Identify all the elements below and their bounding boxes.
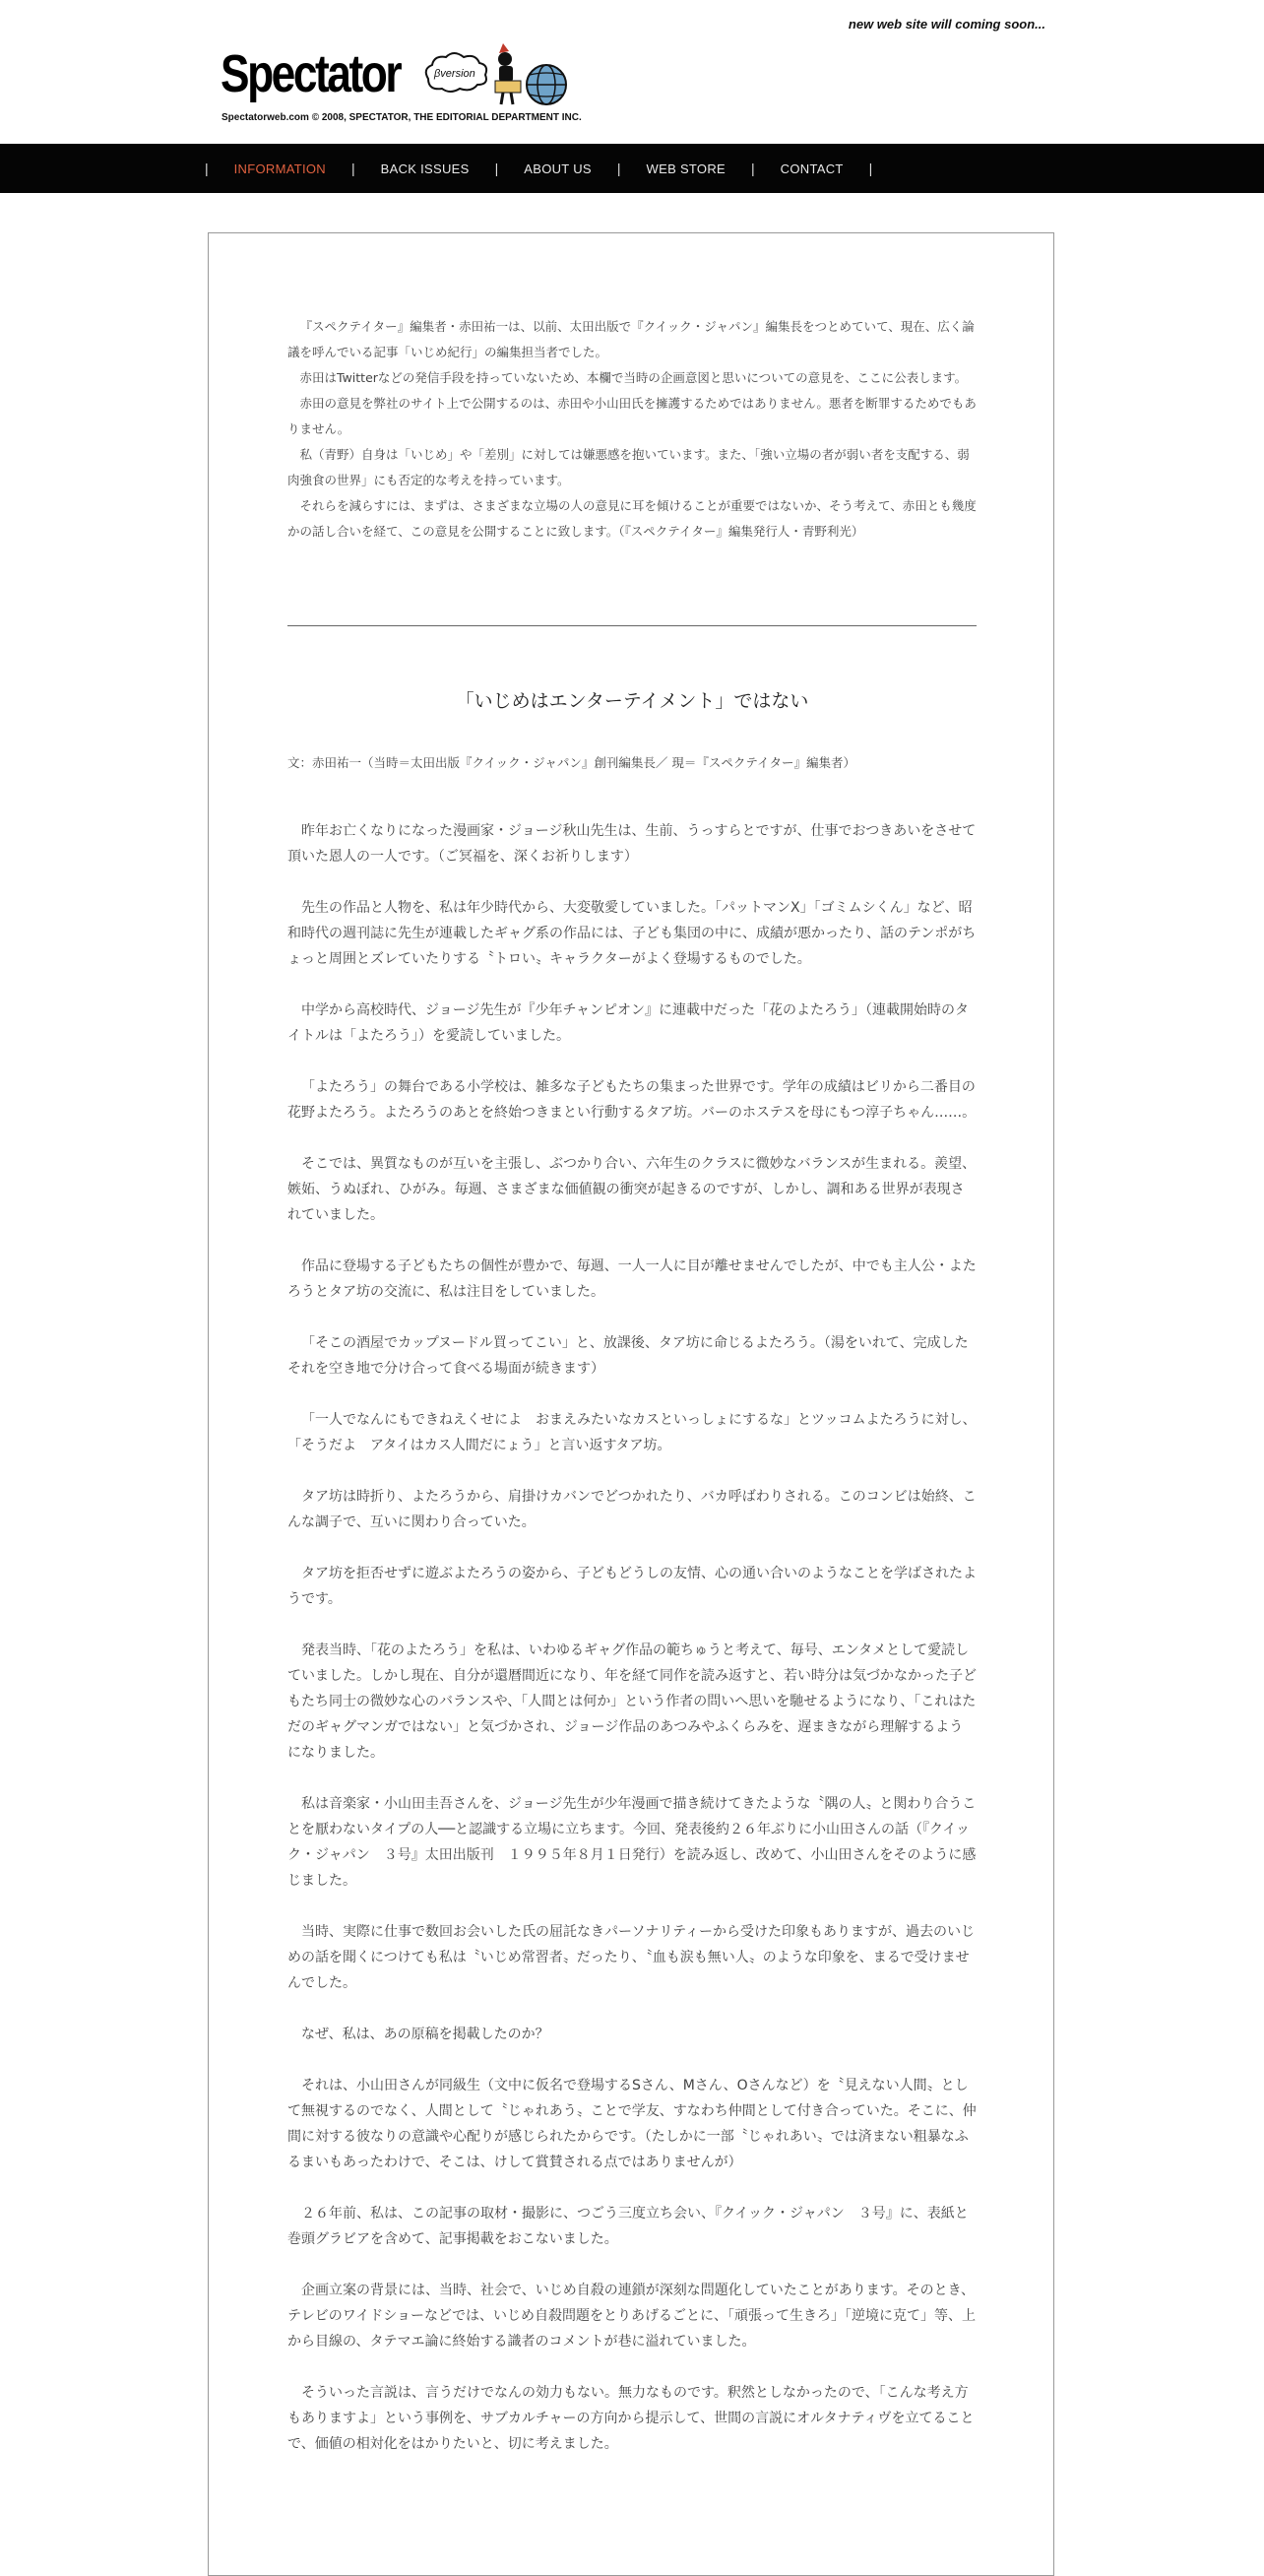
- nav-separator: |: [616, 161, 621, 176]
- logo-badge: βversion: [434, 68, 475, 80]
- article-paragraph: 企画立案の背景には、当時、社会で、いじめ自殺の連鎖が深刻な問題化していたことがあります。そのとき、テレビのワイドショーなどでは、いじめ自殺問題をとりあげるごとに、「頑張って生きろ」「逆境に克て」等、上から目線の、タテマエ論に終始する識者のコメントが巷に溢れていました。: [287, 2283, 977, 2350]
- nav-item-web-store[interactable]: WEB STORE: [646, 161, 727, 176]
- intro-paragraph: それらを減らすには、まずは、さまざまな立場の人の意見に耳を傾けることが重要ではないか、そう考えて、赤田とも幾度かの話し合いを経て、この意見を公開することに致します。（『スペクテイター』編集発行人・青野利光）: [287, 498, 977, 539]
- nav-item-information[interactable]: INFORMATION: [233, 161, 326, 176]
- section-divider: [287, 625, 977, 626]
- intro-paragraph: 私（青野）自身は「いじめ」や「差別」に対しては嫌悪感を抱いています。また、「強い立場の者が弱い者を支配する、弱肉強食の世界」にも否定的な考えを持っています。: [287, 447, 970, 487]
- article-paragraph: 先生の作品と人物を、私は年少時代から、大変敬愛していました。「パットマンX」「ゴミムシくん」など、昭和時代の週刊誌に先生が連載したギャグ系の作品には、子ども集団の中に、成績が悪かったり、話のテンポがちょっと周囲とズレていたりする〝トロい〟キャラクターがよく登場するものでした。: [287, 900, 977, 967]
- article-paragraph: そこでは、異質なものが互いを主張し、ぶつかり合い、六年生のクラスに微妙なバランスが生まれる。羨望、嫉妬、うぬぼれ、ひがみ。毎週、さまざまな価値観の衝突が起きるのですが、しかし、調和ある世界が表現されていました。: [287, 1156, 977, 1223]
- article-paragraph: そういった言説は、言うだけでなんの効力もない。無力なものです。釈然としなかったので、「こんな考え方もありますよ」という事例を、サブカルチャーの方向から提示して、世間の言説にオルタナティヴを立てることで、価値の相対化をはかりたいと、切に考えました。: [287, 2385, 975, 2452]
- intro-paragraph: 赤田はTwitterなどの発信手段を持っていないため、本欄で当時の企画意図と思いについての意見を、ここに公表します。: [299, 370, 968, 385]
- article-paragraph: ２６年前、私は、この記事の取材・撮影に、つごう三度立ち会い、『クイック・ジャパン ３号』に、表紙と巻頭グラビアを含めて、記事掲載をおこないました。: [287, 2206, 969, 2247]
- article-paragraph: なぜ、私は、あの原稿を掲載したのか？: [301, 2027, 549, 2042]
- article-paragraph: 発表当時、「花のよたろう」を私は、いわゆるギャグ作品の範ちゅうと考えて、毎号、エンタメとして愛読していました。しかし現在、自分が還暦間近になり、年を経て同作を読み返すと、若い時分は気づかなかった子どもたち同士の微妙な心のバランスや、「人間とは何か」という作者の問いへ思いを馳せるようになり、「これはただのギャグマンガではない」と気づかされ、ジョージ作品のあつみやふくらみを、遅まきながら理解するようになりました。: [287, 1642, 977, 1761]
- article-paragraph: 「そこの酒屋でカップヌードル買ってこい」と、放課後、タア坊に命じるよたろう。（湯をいれて、完成したそれを空き地で分け合って食べる場面が続きます）: [287, 1335, 969, 1377]
- site-header: [0, 0, 1264, 144]
- copyright-text: Spectatorweb.com © 2008, SPECTATOR, THE EDITORIAL DEPARTMENT INC.: [221, 112, 582, 123]
- main-nav: [0, 144, 1264, 193]
- nav-item-contact[interactable]: CONTACT: [780, 161, 844, 176]
- nav-item-about-us[interactable]: ABOUT US: [524, 161, 592, 176]
- article-paragraph: 「一人でなんにもできねえくせによ おまえみたいなカスといっしょにするな」とツッコムよたろうに対し、「そうだよ アタイはカス人間だにょう」と言い返すタア坊。: [287, 1412, 977, 1453]
- intro-notice: [287, 314, 977, 545]
- article-paragraph: 中学から高校時代、ジョージ先生が『少年チャンピオン』に連載中だった「花のよたろう」（連載開始時のタイトルは「よたろう」）を愛読していました。: [287, 1002, 970, 1044]
- article-paragraph: タア坊を拒否せずに遊ぶよたろうの姿から、子どもどうしの友情、心の通い合いのようなことを学ばされたようです。: [287, 1566, 977, 1607]
- article-byline: 文：赤田祐一（当時＝太田出版『クイック・ジャパン』創刊編集長／ 現＝『スペクテイター』編集者）: [287, 755, 855, 770]
- nav-separator: |: [494, 161, 499, 176]
- content-box: [208, 232, 1054, 2576]
- nav-item-back-issues[interactable]: BACK ISSUES: [380, 161, 470, 176]
- article-paragraph: 「よたろう」の舞台である小学校は、雑多な子どもたちの集まった世界です。学年の成績はビリから二番目の花野よたろう。よたろうのあとを終始つきまとい行動するタア坊。バーのホステスを母にもつ淳子ちゃん……。: [287, 1079, 977, 1121]
- intro-paragraph: 赤田の意見を弊社のサイト上で公開するのは、赤田や小山田氏を擁護するためではありません。悪者を断罪するためでもありません。: [287, 396, 977, 436]
- article-paragraph: 昨年お亡くなりになった漫画家・ジョージ秋山先生は、生前、うっすらとですが、仕事でおつきあいをさせて頂いた恩人の一人です。（ご冥福を、深くお祈りします）: [287, 823, 977, 865]
- coming-soon-notice: new web site will coming soon...: [848, 17, 1045, 32]
- nav-separator: |: [205, 161, 209, 176]
- nav-separator: |: [751, 161, 755, 176]
- article-paragraph: タア坊は時折り、よたろうから、肩掛けカバンでどつかれたり、バカ呼ばわりされる。このコンビは始終、こんな調子で、互いに関わり合っていた。: [287, 1489, 977, 1530]
- article-paragraph: 作品に登場する子どもたちの個性が豊かで、毎週、一人一人に目が離せませんでしたが、中でも主人公・よたろうとタア坊の交流に、私は注目をしていました。: [287, 1258, 977, 1300]
- article-paragraph: それは、小山田さんが同級生（文中に仮名で登場するSさん、Mさん、Oさんなど）を〝見えない人間〟として無視するのでなく、人間として〝じゃれあう〟ことで学友、すなわち仲間として付き合っていた。そこに、仲間に対する彼なりの意識や心配りが感じられたからです。（たしかに一部〝じゃれあい〟では済まない粗暴なふるまいもあったわけで、そこは、けして賞賛される点ではありませんが）: [287, 2078, 977, 2170]
- logo-wordmark: Spectator: [221, 44, 401, 103]
- article-title: 「いじめはエンターテイメント」ではない: [455, 690, 809, 712]
- logo-mascot-globe-icon: [420, 39, 588, 110]
- article-paragraph: 当時、実際に仕事で数回お会いした氏の屈託なきパーソナリティーから受けた印象もありますが、過去のいじめの話を聞くにつけても私は〝いじめ常習者〟だったり、〝血も涙も無い人〟のような印象を、まるで受けませんでした。: [287, 1924, 976, 1991]
- nav-separator: |: [868, 161, 873, 176]
- article-body: [287, 818, 977, 2482]
- intro-paragraph: 『スペクテイター』編集者・赤田祐一は、以前、太田出版で『クイック・ジャパン』編集長をつとめていて、現在、広く論議を呼んでいる記事「いじめ紀行」の編集担当者でした。: [287, 319, 975, 359]
- nav-separator: |: [350, 161, 355, 176]
- article-paragraph: 私は音楽家・小山田圭吾さんを、ジョージ先生が少年漫画で描き続けてきたような〝隅の人〟と関わり合うことを厭わないタイプの人──と認識する立場に立ちます。今回、発表後約２６年ぶりに小山田さんの話（『クイック・ジャパン ３号』太田出版刊 １９９５年８月１日発行）を読み返し、改めて、小山田さんをそのように感じました。: [287, 1796, 977, 1889]
- site-logo[interactable]: [219, 39, 593, 128]
